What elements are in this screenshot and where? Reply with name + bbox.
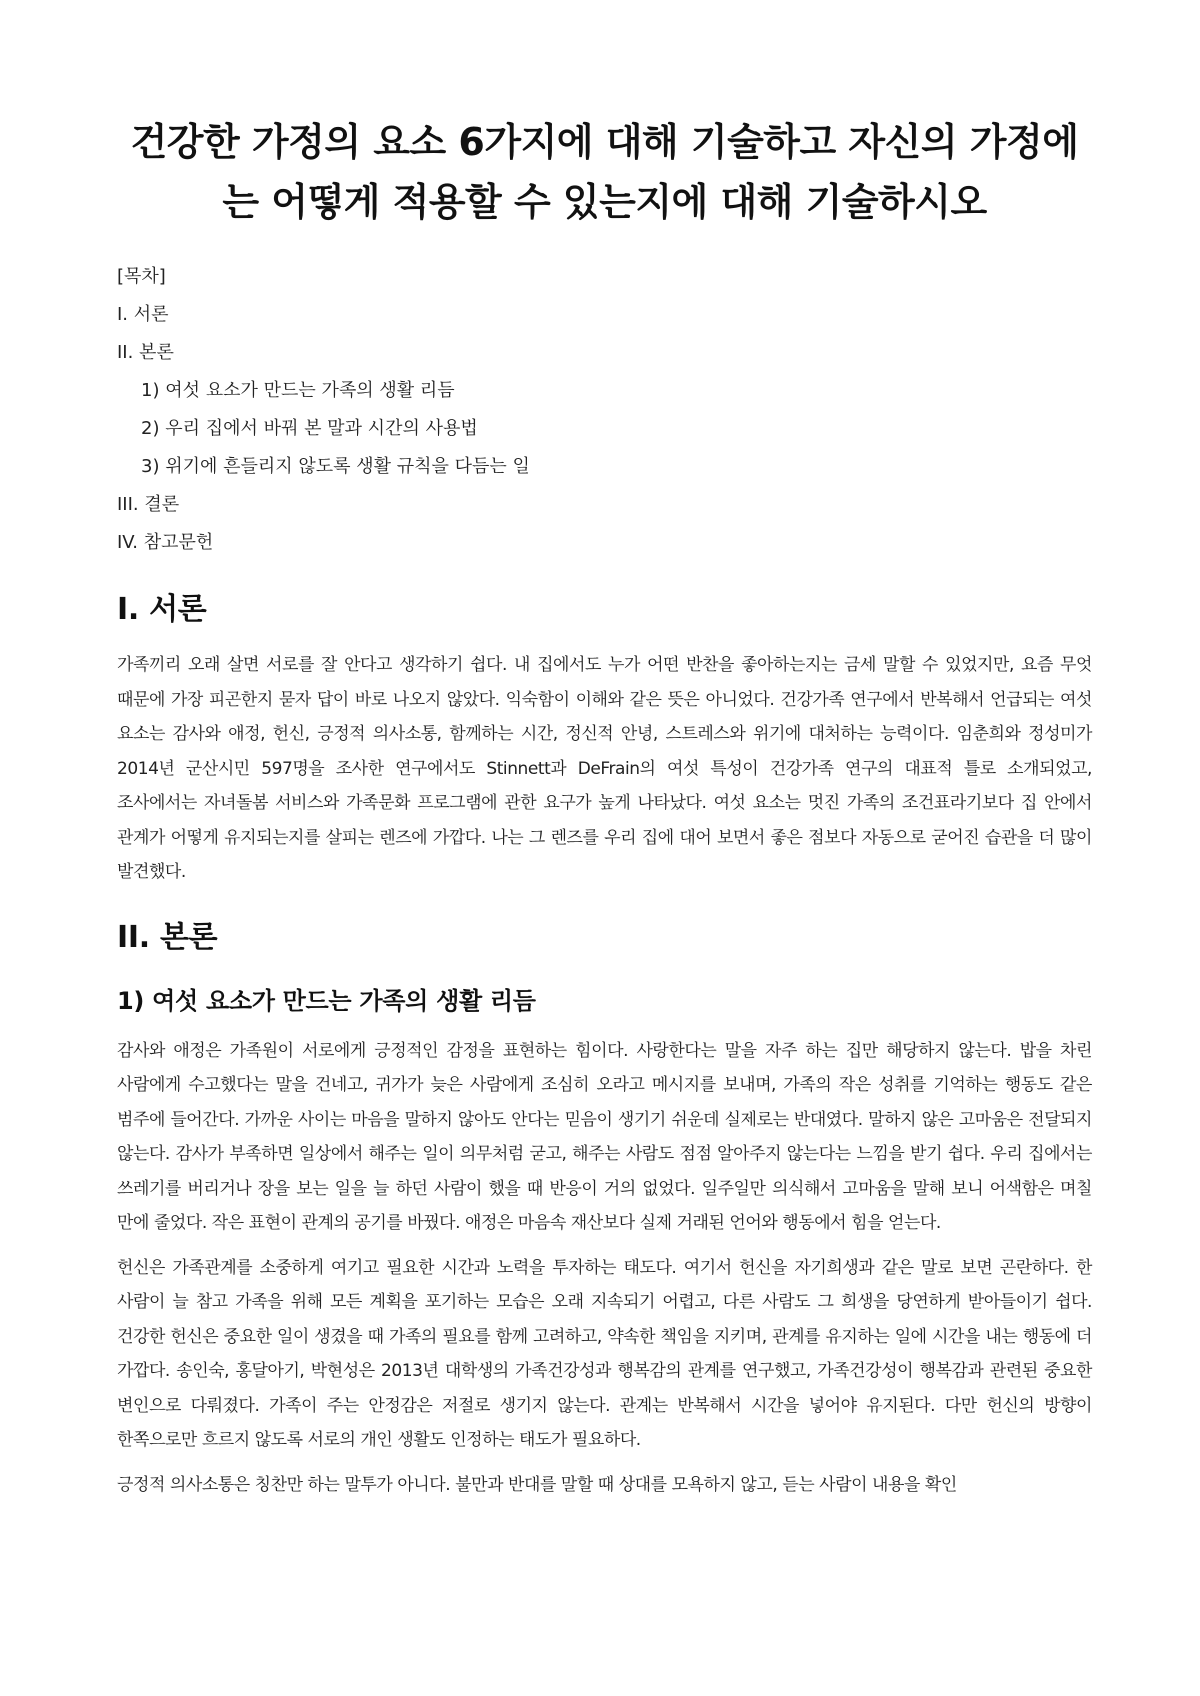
subsection-1-heading: 1) 여섯 요소가 만드는 가족의 생활 리듬 (117, 986, 536, 1015)
section-introduction-heading: I. 서론 (117, 592, 207, 627)
toc-item-body: II. 본론 (117, 342, 174, 363)
toc-item-body-2: 2) 우리 집에서 바꿔 본 말과 시간의 사용법 (141, 418, 478, 439)
introduction-paragraph: 가족끼리 오래 살면 서로를 잘 안다고 생각하기 쉽다. 내 집에서도 누가 어떤 반찬을 좋아하는지는 금세 말할 수 있었지만, 요즘 무엇 때문에 가장 피곤한지 묻자 답이 바로 나오지 않았다. 익숙함이 이해와 같은 뜻은 아니었다. 건강가족 연구에서 반복해서 언급되는 여섯 요소는 감사와 애정, 헌신, 긍정적 의사소통, 함께하는 시간, 정신적 안녕, 스트레스와 위기에 대처하는 능력이다. 임춘희와 정성미가 2014년 군산시민 597명을 조사한 연구에서도 Stinnett과 DeFrain의 여섯 특성이 건강가족 연구의 대표적 틀로 소개되었고, 조사에서는 자녀돌봄 서비스와 가족문화 프로그램에 관한 요구가 높게 나타났다. 여섯 요소는 멋진 가족의 조건표라기보다 집 안에서 관계가 어떻게 유지되는지를 살피는 렌즈에 가깝다. 나는 그 렌즈를 우리 집에 대어 보면서 좋은 점보다 자동으로 굳어진 습관을 더 많이 발견했다. (117, 655, 1093, 882)
toc-item-references: IV. 참고문헌 (117, 532, 214, 553)
toc-item-body-1: 1) 여섯 요소가 만드는 가족의 생활 리듬 (141, 380, 455, 401)
body-paragraph-communication: 긍정적 의사소통은 칭찬만 하는 말투가 아니다. 불만과 반대를 말할 때 상대를 모욕하지 않고, 듣는 사람이 내용을 확인 (117, 1474, 957, 1495)
body-paragraph-commitment: 헌신은 가족관계를 소중하게 여기고 필요한 시간과 노력을 투자하는 태도다. 여기서 헌신을 자기희생과 같은 말로 보면 곤란하다. 한 사람이 늘 참고 가족을 위해 모든 계획을 포기하는 모습은 오래 지속되기 어렵고, 다른 사람도 그 희생을 당연하게 받아들이기 쉽다. 건강한 헌신은 중요한 일이 생겼을 때 가족의 필요를 함께 고려하고, 약속한 책임을 지키며, 관계를 유지하는 일에 시간을 내는 행동에 더 가깝다. 송인숙, 홍달아기, 박현성은 2013년 대학생의 가족건강성과 행복감의 관계를 연구했고, 가족건강성이 행복감과 관련된 중요한 변인으로 다뤄졌다. 가족이 주는 안정감은 저절로 생기지 않는다. 관계는 반복해서 시간을 넣어야 유지된다. 다만 헌신의 방향이 한쪽으로만 흐르지 않도록 서로의 개인 생활도 인정하는 태도가 필요하다. (117, 1257, 1092, 1450)
toc-item-body-3: 3) 위기에 흔들리지 않도록 생활 규칙을 다듬는 일 (141, 456, 530, 477)
body-paragraph-gratitude: 감사와 애정은 가족원이 서로에게 긍정적인 감정을 표현하는 힘이다. 사랑한다는 말을 자주 하는 집만 해당하지 않는다. 밥을 차린 사람에게 수고했다는 말을 건네고, 귀가가 늦은 사람에게 조심히 오라고 메시지를 보내며, 가족의 작은 성취를 기억하는 행동도 같은 범주에 들어간다. 가까운 사이는 마음을 말하지 않아도 안다는 믿음이 생기기 쉬운데 실제로는 반대였다. 말하지 않은 고마움은 전달되지 않는다. 감사가 부족하면 일상에서 해주는 일이 의무처럼 굳고, 해주는 사람도 점점 알아주지 않는다는 느낌을 받기 쉽다. 우리 집에서는 쓰레기를 버리거나 장을 보는 일을 늘 하던 사람이 했을 때 반응이 거의 없었다. 일주일만 의식해서 고마움을 말해 보니 어색함은 며칠 만에 줄었다. 작은 표현이 관계의 공기를 바꿨다. 애정은 마음속 재산보다 실제 거래된 언어와 행동에서 힘을 얻는다. (117, 1040, 1093, 1233)
toc-heading: [목차] (117, 266, 166, 287)
table-of-contents (117, 258, 1092, 562)
section-body-heading: II. 본론 (117, 919, 218, 955)
toc-item-conclusion: III. 결론 (117, 494, 180, 515)
toc-item-introduction: I. 서론 (117, 304, 169, 325)
document-title: 건강한 가정의 요소 6가지에 대해 기술하고 자신의 가정에는 어떻게 적용할 수 있는지에 대해 기술하시오 (130, 120, 1079, 224)
